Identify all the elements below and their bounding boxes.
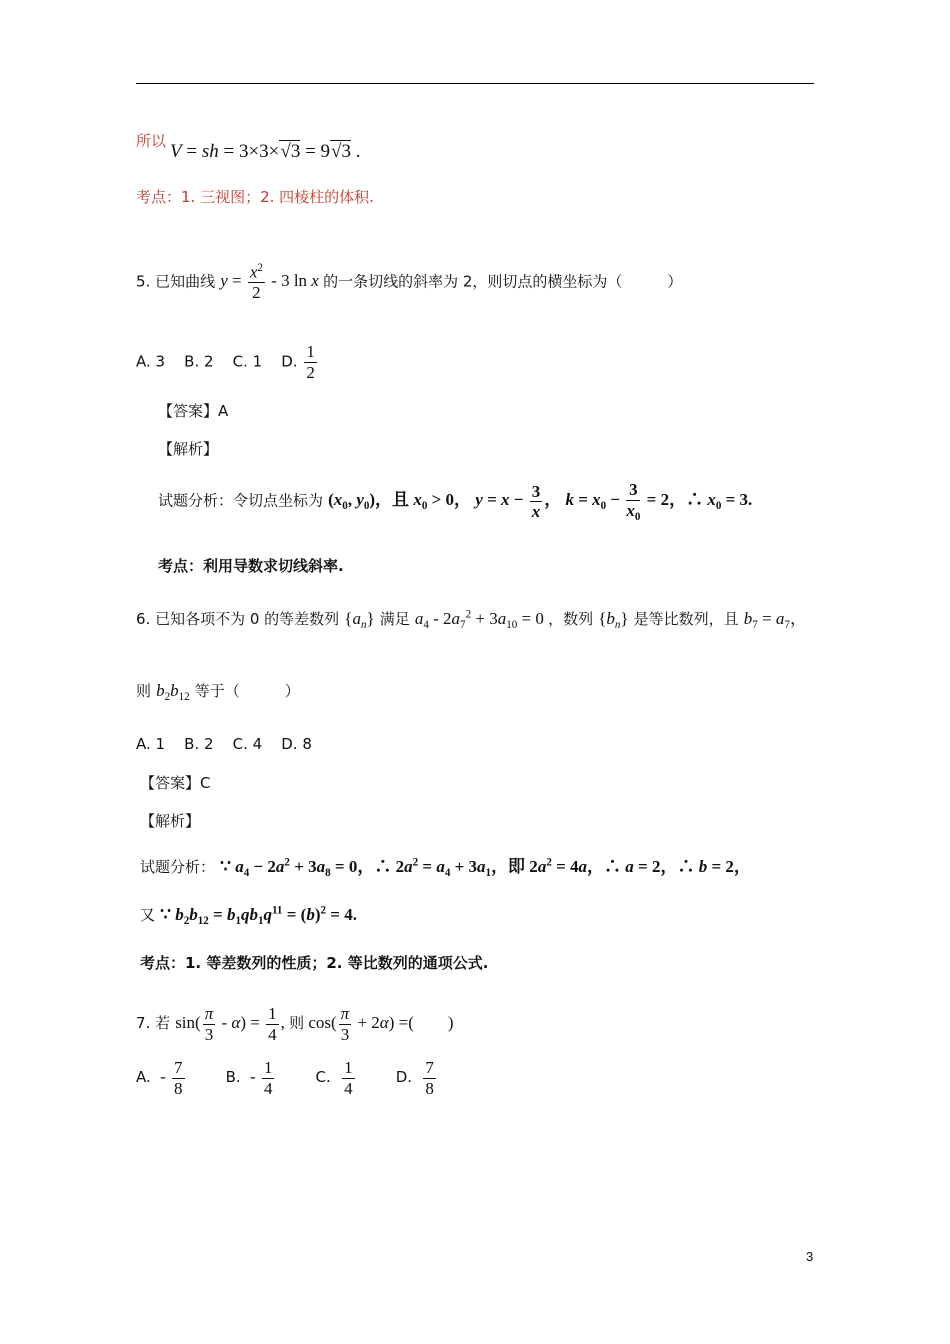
page-number: 3	[806, 1249, 814, 1264]
q7-option-c: C.	[315, 1067, 331, 1086]
q6-option-d: D. 8	[281, 735, 312, 753]
q6-option-b: B. 2	[184, 735, 214, 753]
q5-stem	[136, 262, 682, 303]
q5-kaodian: 考点：利用导数求切线斜率.	[158, 557, 344, 575]
q7-stem	[136, 1004, 454, 1044]
q5-analysis-title: 【解析】	[158, 440, 219, 458]
q6-stem: 6. 已知各项不为 0 的等差数列 $\{a_n\}$ 满足 $a_4 - 2a_7^2 + 3a_{10} = 0$ ，数列 $\{b_n\}$ 是等比数列，且 $b_7 = a_7$，	[136, 608, 807, 631]
volume-formula: V = sh = 3×3×√3 = 9√3 .	[170, 141, 361, 162]
q6-options	[136, 735, 312, 753]
q6-line2: 则 $b_2b_{12}$ 等于（ ）	[136, 681, 300, 703]
so-label: 所以	[136, 132, 167, 150]
q5-stem-suffix: 的一条切线的斜率为 2，则切点的横坐标为（ ）	[323, 272, 683, 291]
q6-option-a: A. 1	[136, 735, 166, 753]
q6-analysis-line2-prefix: 又	[140, 906, 156, 924]
q6-analysis-line1: 试题分析： ∵ $a_4 - 2a^2 + 3a_8 = 0$，∴ $2a^2 = a_4 + 3a_1$，即 $2a^2 = 4a$，∴ a = 2，∴ b = 2，	[140, 856, 751, 879]
q5-curve-formula: y = $\frac{x^2}{2}$ - 3 ln x	[220, 262, 319, 303]
q5-option-b: B. 2	[184, 352, 214, 371]
q7-formula: sin( $\frac{\pi}{3}$ - α) = $\frac{1}{4}$ , 则 cos( $\frac{\pi}{3}$ + 2α) =( )	[175, 1004, 454, 1044]
q6-condition-formula: $a_4 - 2a_7^2 + 3a_{10} = 0$	[414, 608, 549, 631]
q6-line2-suffix: 等于（ ）	[194, 682, 300, 700]
q5-analysis-prefix: 试题分析：令切点坐标为	[158, 491, 324, 510]
q6-stem-mid2: ，数列	[548, 610, 594, 628]
q6-stem-prefix: 6. 已知各项不为 0 的等差数列	[136, 610, 340, 628]
q6-stem-mid1: 满足	[379, 610, 410, 628]
top-kaodian: 考点：1. 三视图；2. 四棱柱的体积.	[136, 188, 374, 206]
q5-option-c: C. 1	[232, 352, 263, 371]
q5-stem-prefix: 5. 已知曲线	[136, 272, 216, 291]
q5-analysis	[158, 480, 752, 523]
header-rule	[136, 83, 814, 84]
q7-option-b: B.	[225, 1067, 241, 1086]
q6-analysis-prefix: 试题分析：	[140, 858, 216, 876]
q6-line2-prefix: 则	[136, 682, 152, 700]
q5-options: A. 3 B. 2 C. 1 D. $\frac{1}{2}$	[136, 342, 315, 382]
q6-kaodian: 考点：1. 等差数列的性质；2. 等比数列的通项公式.	[140, 954, 489, 972]
q6-answer: 【答案】C	[140, 774, 211, 792]
q7-option-d: D.	[395, 1067, 413, 1086]
q5-answer: 【答案】A	[158, 402, 229, 420]
q6-analysis-line2: 又 ∵ $b_2b_{12} = b_1qb_1q^{11} = (b)^2 = 4$.	[140, 904, 357, 927]
q6-stem-mid3: 是等比数列，且	[633, 610, 739, 628]
q7-options: A. - $\frac{7}{8}$ B. - $\frac{1}{4}$ C. $\frac{1}{4}$ D. $\frac{7}{8}$	[136, 1058, 434, 1098]
q5-option-a: A. 3	[136, 352, 166, 371]
q5-analysis-formula: ($x_0$, $y_0$)，且 $x_0 > 0$， y = x − $\frac{3}{x}$ ， $k = x_0$ − $\frac{3}{x_0}$ = 2，∴ $x_0 = 3$.	[328, 480, 753, 523]
q7-option-a: A.	[136, 1067, 151, 1086]
q5-option-d: D.	[281, 352, 298, 371]
q7-stem-prefix: 7. 若	[136, 1013, 171, 1032]
q6-analysis-title: 【解析】	[140, 812, 201, 830]
q6-option-c: C. 4	[232, 735, 263, 753]
